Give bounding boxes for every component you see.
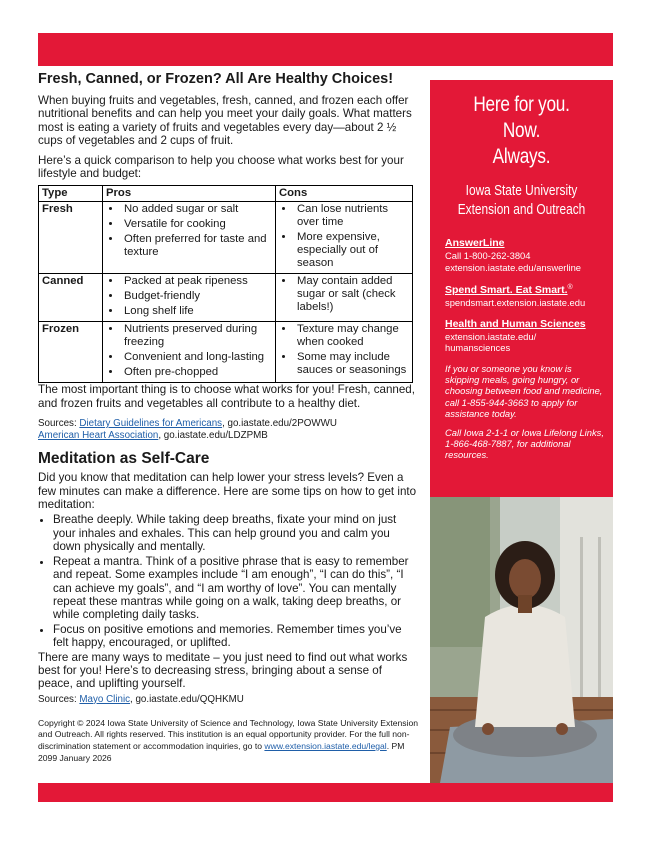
list-item: • Versatile for cooking: [122, 218, 272, 231]
tagline-line: Now.: [502, 119, 541, 142]
cell-pros: [103, 274, 276, 322]
bottom-red-banner: [38, 783, 613, 802]
section1-intro2: Here’s a quick comparison to help you choose what works best for your lifestyle and budget:: [38, 153, 404, 181]
heart-association-link[interactable]: American Heart Association: [38, 430, 159, 442]
list-item: • May contain added sugar or salt (check labels!): [295, 275, 409, 314]
section2-sources: [38, 694, 419, 706]
table-row-frozen: [39, 322, 413, 383]
list-item: • Budget-friendly: [122, 290, 272, 303]
section1-sources: [38, 418, 419, 442]
resource-line: extension.iastate.edu/: [445, 330, 537, 342]
list-item: • Nutrients preserved during freezing: [122, 323, 272, 349]
resource-line: spendsmart.extension.iastate.edu: [445, 297, 586, 309]
header-cons: Cons: [276, 186, 413, 202]
cell-cons: [276, 322, 413, 383]
list-item: • Some may include sauces or seasonings: [295, 351, 409, 377]
legal-link[interactable]: www.extension.iastate.edu/legal: [264, 740, 387, 751]
section1-title: Fresh, Canned, or Frozen? All Are Healthy Choices!: [38, 71, 394, 87]
dietary-guidelines-link[interactable]: Dietary Guidelines for Americans: [79, 418, 223, 430]
answerline-link[interactable]: AnswerLine: [445, 237, 505, 249]
list-item: • Repeat a mantra. Think of a positive phrase that is easy to remember and repeat. Some examples include “I am enough”, “I can do this”, “I can achieve my goals”, and “I am worthy of love”. You can mentally repeat these mantras while going on a walk, taking deep breaths, or while completing daily tasks.: [53, 555, 419, 622]
resource-line: extension.iastate.edu/answerline: [445, 261, 582, 273]
spend-smart-link[interactable]: Spend Smart. Eat Smart.: [445, 284, 568, 297]
list-item: • No added sugar or salt: [122, 203, 272, 216]
list-item: • Packed at peak ripeness: [122, 275, 272, 288]
note-hunger: If you or someone you know is skipping meals, going hungry, or choosing between food and medicine, call 1-855-944-3663 to apply for assistance today.: [445, 362, 603, 420]
tagline: [446, 92, 596, 170]
section1-intro: When buying fruits and vegetables, fresh, canned, and frozen each offer nutritional benefits and can help you meet your daily goals. What matters most is eating a variety of fruits and vegetables every day—about 2 ½ cups of vegetables and 2 cups of fruit.: [38, 94, 412, 148]
resource-line: humansciences: [445, 342, 511, 354]
copyright-after: . PM 2099 January 2026: [38, 740, 405, 763]
list-item: • Texture may change when cooked: [295, 323, 409, 349]
cell-cons: [276, 274, 413, 322]
list-item: • Can lose nutrients over time: [295, 203, 409, 229]
table-row-fresh: [39, 202, 413, 274]
main-column: [38, 68, 419, 764]
list-item: • Often pre-chopped: [122, 366, 272, 379]
section1-closing: The most important thing is to choose what works for you! Fresh, canned, and frozen fruits and vegetables all contribute to a healthy diet.: [38, 383, 415, 410]
copyright-notice: [38, 718, 419, 764]
cell-pros: [103, 322, 276, 383]
section2-title: Meditation as Self-Care: [38, 450, 210, 468]
section2-closing: There are many ways to meditate – you just need to find out what works best for you! Here’s to decreasing stress, bringing about a sense of peace, and uplifting yourself.: [38, 650, 408, 691]
mayo-clinic-link[interactable]: Mayo Clinic: [79, 693, 131, 705]
assistance-note: [445, 363, 605, 461]
registered-mark: ®: [567, 284, 573, 291]
table-header-row: [39, 186, 413, 202]
source2-url: , go.iastate.edu/LDZPMB: [158, 430, 268, 442]
resource-spend-smart: [445, 282, 613, 309]
source1-url: , go.iastate.edu/2POWWU: [222, 418, 337, 430]
section2-intro: Did you know that meditation can help lower your stress levels? Even a few minutes can make a difference. Here are some tips on how to get into meditation:: [38, 471, 417, 512]
header-type: Type: [39, 186, 103, 202]
sources-label: Sources:: [38, 693, 80, 705]
header-pros: Pros: [103, 186, 276, 202]
sources-label: Sources:: [38, 418, 80, 430]
note-211: Call Iowa 2-1-1 or Iowa Lifelong Links, 1-866-468-7887, for additional resources.: [445, 426, 604, 461]
org-name: [446, 182, 596, 220]
cell-type: Canned: [39, 274, 103, 322]
tagline-line: Here for you.: [473, 93, 570, 116]
list-item: • More expensive, especially out of season: [295, 231, 409, 270]
cell-cons: [276, 202, 413, 274]
cell-type: Frozen: [39, 322, 103, 383]
resources-list: [445, 237, 613, 354]
source-url: , go.iastate.edu/QQHKMU: [130, 693, 244, 705]
resource-line: Call 1-800-262-3804: [445, 250, 531, 261]
list-item: • Convenient and long-lasting: [122, 351, 272, 364]
org-line: Iowa State University: [465, 183, 578, 199]
top-red-banner: [38, 33, 613, 66]
resource-hhs: [445, 318, 613, 354]
resource-answerline: [445, 237, 613, 273]
human-sciences-link[interactable]: Health and Human Sciences: [445, 317, 586, 330]
list-item: • Focus on positive emotions and memories. Remember times you’ve felt happy, encouraged, or uplifted.: [53, 623, 419, 650]
meditation-photo: [430, 497, 613, 783]
meditation-photo-illustration: [430, 497, 613, 783]
list-item: • Long shelf life: [122, 305, 272, 318]
cell-pros: [103, 202, 276, 274]
copyright-text: Copyright © 2024 Iowa State University of Science and Technology, Iowa State University Extension and Outreach. All rights reserved. This institution is an equal opportunity provider. For the full non-discrimination statement or accommodation inquiries, go to: [38, 717, 419, 751]
org-line: Extension and Outreach: [457, 202, 586, 218]
cell-type: Fresh: [39, 202, 103, 274]
comparison-table: [38, 185, 413, 383]
meditation-tips: [38, 513, 419, 649]
list-item: • Often preferred for taste and texture: [122, 233, 272, 259]
sidebar-panel: [430, 80, 613, 497]
tagline-line: Always.: [492, 145, 551, 168]
list-item: • Breathe deeply. While taking deep breaths, fixate your mind on just your inhales and exhales. This can help ground you and calm you down physically and mentally.: [53, 513, 419, 553]
table-row-canned: [39, 274, 413, 322]
